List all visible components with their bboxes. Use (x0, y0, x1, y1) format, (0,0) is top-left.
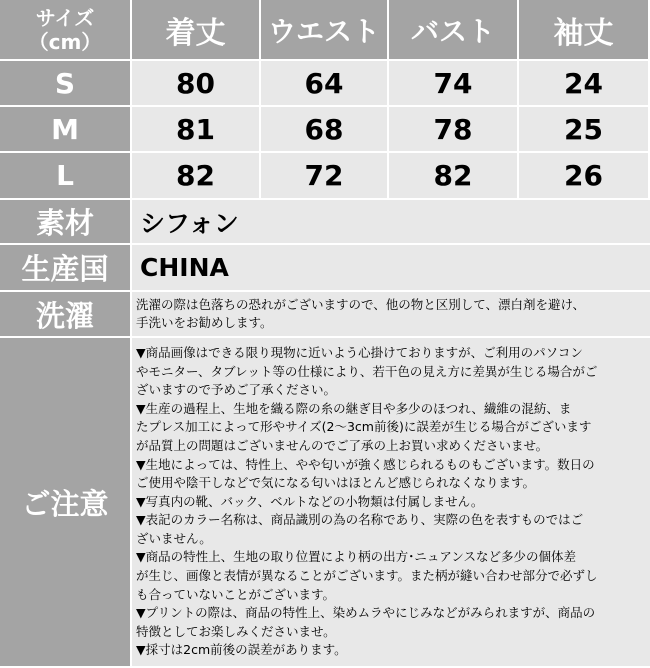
size-label-m: M (0, 107, 132, 153)
corner-label: サイズ (35, 5, 95, 30)
list-item: ▼表記のカラー名称は、商品識別の為の名称であり、実際の色を表すものではご ざいません。 (136, 512, 584, 546)
material-row (0, 200, 650, 245)
origin-value: CHINA (132, 245, 650, 292)
washing-value (132, 292, 650, 338)
table-cell: 68 (261, 107, 389, 153)
table-cell: 81 (132, 107, 261, 153)
table-cell: 74 (389, 61, 519, 107)
table-cell: 82 (389, 153, 519, 200)
notes-label: ご注意 (0, 338, 132, 668)
list-item: ▼生産の過程上、生地を織る際の糸の継ぎ目や多少のほつれ、繊維の混紡、ま たプレス加工によって形やサイズ(2〜3cm前後)に誤差が生じる場合がございます が品質上の問題はございませんのでご了承の上お買い求めくださいませ。 (136, 400, 592, 453)
corner-unit: （cm） (28, 29, 102, 54)
washing-text: 洗濯の際は色落ちの恐れがございますので、他の物と区別して、漂白剤を避け、 手洗いをお勧めします。 (136, 297, 586, 330)
list-item: ▼プリントの際は、商品の特性上、染めムラやにじみなどがみられますが、商品の 特徴としてお楽しみくださいませ。 (136, 605, 596, 639)
material-value: シフォン (132, 200, 650, 245)
size-table-corner (0, 0, 132, 61)
size-label-l: L (0, 153, 132, 200)
list-item: ▼商品画像はできる限り現物に近いよう心掛けておりますが、ご利用のパソコン やモニター、タブレット等の仕様により、若干色の見え方に差異が生じる場合がご ざいますので予めご了承ください。 (136, 344, 598, 398)
table-cell: 72 (261, 153, 389, 200)
washing-label: 洗濯 (0, 292, 132, 338)
table-cell: 78 (389, 107, 519, 153)
washing-row (0, 292, 650, 338)
header-waist: ウエスト (261, 0, 389, 61)
origin-label: 生産国 (0, 245, 132, 292)
table-cell: 64 (261, 61, 389, 107)
size-label-s: S (0, 61, 132, 107)
table-cell: 25 (519, 107, 650, 153)
table-cell: 26 (519, 153, 650, 200)
header-bust: バスト (389, 0, 519, 61)
notes-row (0, 338, 650, 668)
size-table (0, 0, 650, 200)
list-item: ▼写真内の靴、バック、ベルトなどの小物類は付属しません。 (136, 493, 484, 509)
table-cell: 82 (132, 153, 261, 200)
list-item: ▼採寸は2cm前後の誤差があります。 (136, 642, 347, 658)
header-length: 着丈 (132, 0, 261, 61)
notes-list (132, 338, 650, 668)
list-item: ▼商品の特性上、生地の取り位置により柄の出方･ニュアンスなど多少の個体差 が生じ、画像と表情が異なることがございます。また柄が縫い合わせ部分で必ずし も合っていないことがございます。 (136, 549, 598, 602)
origin-row (0, 245, 650, 292)
table-cell: 24 (519, 61, 650, 107)
table-cell: 80 (132, 61, 261, 107)
header-sleeve: 袖丈 (519, 0, 650, 61)
list-item: ▼生地によっては、特性上、やや匂いが強く感じられるものもございます。数日の ご使用や陰干しなどで気になる匂いはほとんど感じられなくなります。 (136, 456, 595, 491)
material-label: 素材 (0, 200, 132, 245)
